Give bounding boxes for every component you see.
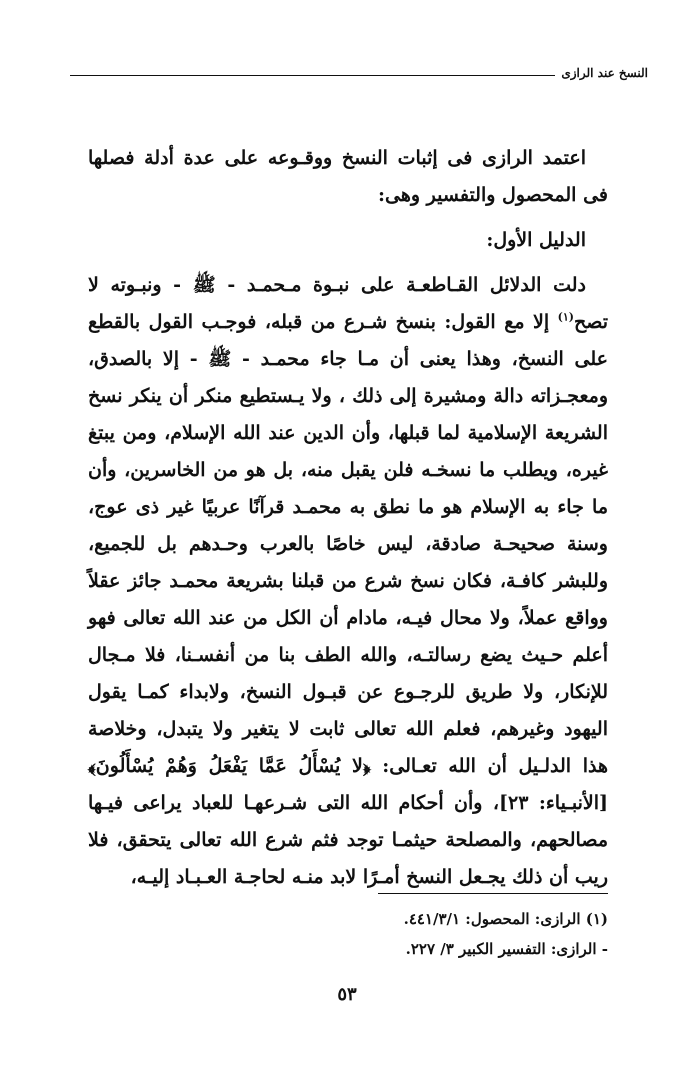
footnote-rule [378, 893, 608, 894]
running-header [70, 66, 648, 80]
header-rule [70, 75, 555, 76]
footnote-1: (١) الرازى: المحصول: ٤٤١/٣/١. [403, 910, 608, 928]
page-number: ٥٣ [337, 984, 357, 1005]
main-paragraph [88, 267, 608, 896]
section-heading: الدليل الأول: [486, 229, 586, 251]
main-paragraph-start: دلت الدلائل القـاطعـة على نبـوة مـحمـد - ﷺ - ونبـوته لا تصح [88, 274, 608, 333]
header-title: النسخ عند الرازى [561, 66, 648, 80]
footnote-2: - الرازى: التفسير الكبير ٣/ ٢٢٧. [405, 940, 608, 958]
footnote-reference: (١) [557, 310, 574, 324]
intro-paragraph: اعتمد الرازى فى إثبات النسخ ووقـوعه على عدة أدلة فصلها فى المحصول والتفسير وهى: [88, 147, 608, 206]
body-text [88, 140, 608, 904]
footnotes [88, 904, 608, 964]
main-paragraph-rest: إلا مع القول: بنسخ شـرع من قبله، فوجـب القول بالقطع على النسخ، وهذا يعنى أن مـا جاء محمـد - ﷺ - إلا بالصدق، ومعجـزاته دالة ومشيرة إلى ذلك ، ولا يـستطيع منكر أن ينكر نسخ الشريعة الإسلامية لما قبلها، وأن الدين عند الله الإسلام، ومن يبتغ غيره، ويطلب ما نسخـه فلن يقبل منه، بل هو من الخاسرين، وأن ما جاء به الإسلام هو ما نطق به محمـد قرآنًا عربيًا غير ذى عوج، وسنة صحيحـة صادقة، ليس خاصًا بالعرب وحـدهم بل للجميع، وللبشر كافـة، فكان نسخ شرع من قبلنا بشريعة محمـد جائز عقلاً وواقع عملاً، ولا محال فيـه، مادام أن الكل من عند الله تعالى فهو أعلم حـيث يضع رسالتـه، والله الطف بنا من أنفسـنا، فلا مـجال للإنكار، ولا طريق للرجـوع عن قبـول النسخ، ولابداء كمـا يقول اليهود وغيرهم، فعلم الله تعالى ثابت لا يتغير ولا يتبدل، وخلاصة هذا الدلـيل أن الله تعـالى: ﴿لا يُسْأَلُ عَمَّا يَفْعَلُ وَهُمْ يُسْأَلُونَ﴾ [الأنبـياء: ٢٣]، وأن أحكام الله التى شـرعهـا للعباد يراعى فيـها مصالحهم، والمصلحة حيثمـا توجد فثم شرع الله تعالى يتحقق، فلا ريب أن ذلك يجـعل النسخ أمـرًا لابد منـه لحاجـة العـبـاد إليـه، [88, 311, 609, 888]
